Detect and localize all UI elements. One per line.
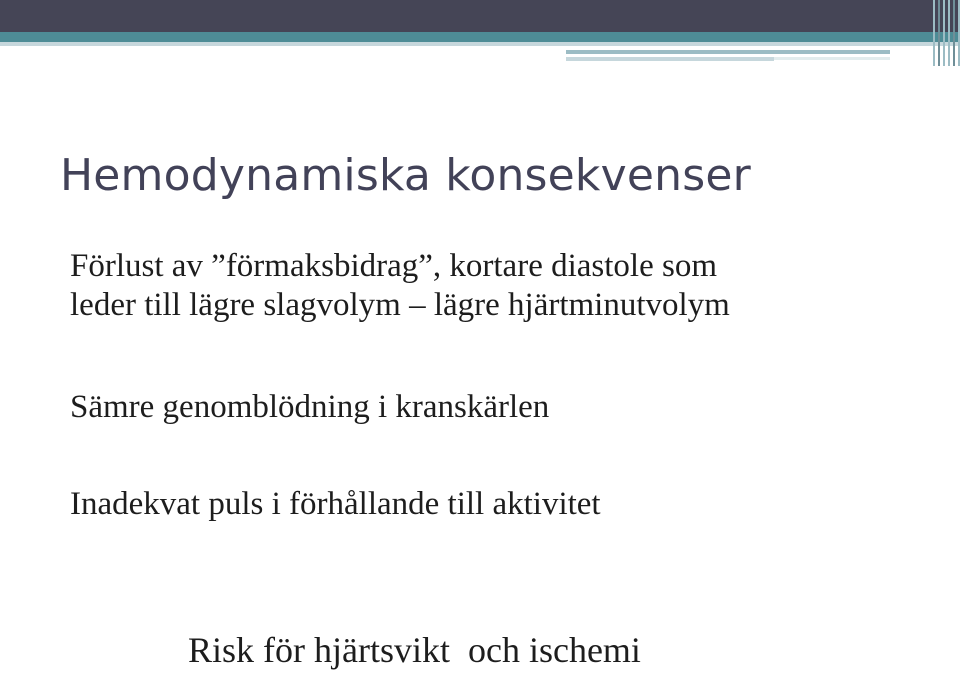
header-accent-bar-secondary [566, 57, 774, 61]
conclusion-text: Risk för hjärtsvikt och ischemi [188, 630, 641, 670]
bullet-line: Förlust av ”förmaksbidrag”, kortare diastole som [70, 248, 717, 284]
header-accent-bar-tertiary [774, 57, 890, 60]
bullet-line: leder till lägre slagvolym – lägre hjärtminutvolym [70, 287, 730, 323]
bullet-hemodynamic-loss [70, 247, 730, 325]
slide-title: Hemodynamiska konsekvenser [60, 150, 751, 201]
header-band [0, 0, 960, 32]
bullet-line: Inadekvat puls i förhållande till aktivitet [70, 486, 601, 522]
bullet-line: Sämre genomblödning i kranskärlen [70, 389, 550, 425]
header-light-stripe [0, 42, 960, 46]
header-teal-stripe [0, 32, 960, 42]
bullet-inadequate-pulse [70, 485, 601, 524]
header-accent-bar [566, 50, 890, 54]
bullet-coronary-perfusion [70, 388, 549, 427]
header-corner-lines [924, 0, 960, 66]
